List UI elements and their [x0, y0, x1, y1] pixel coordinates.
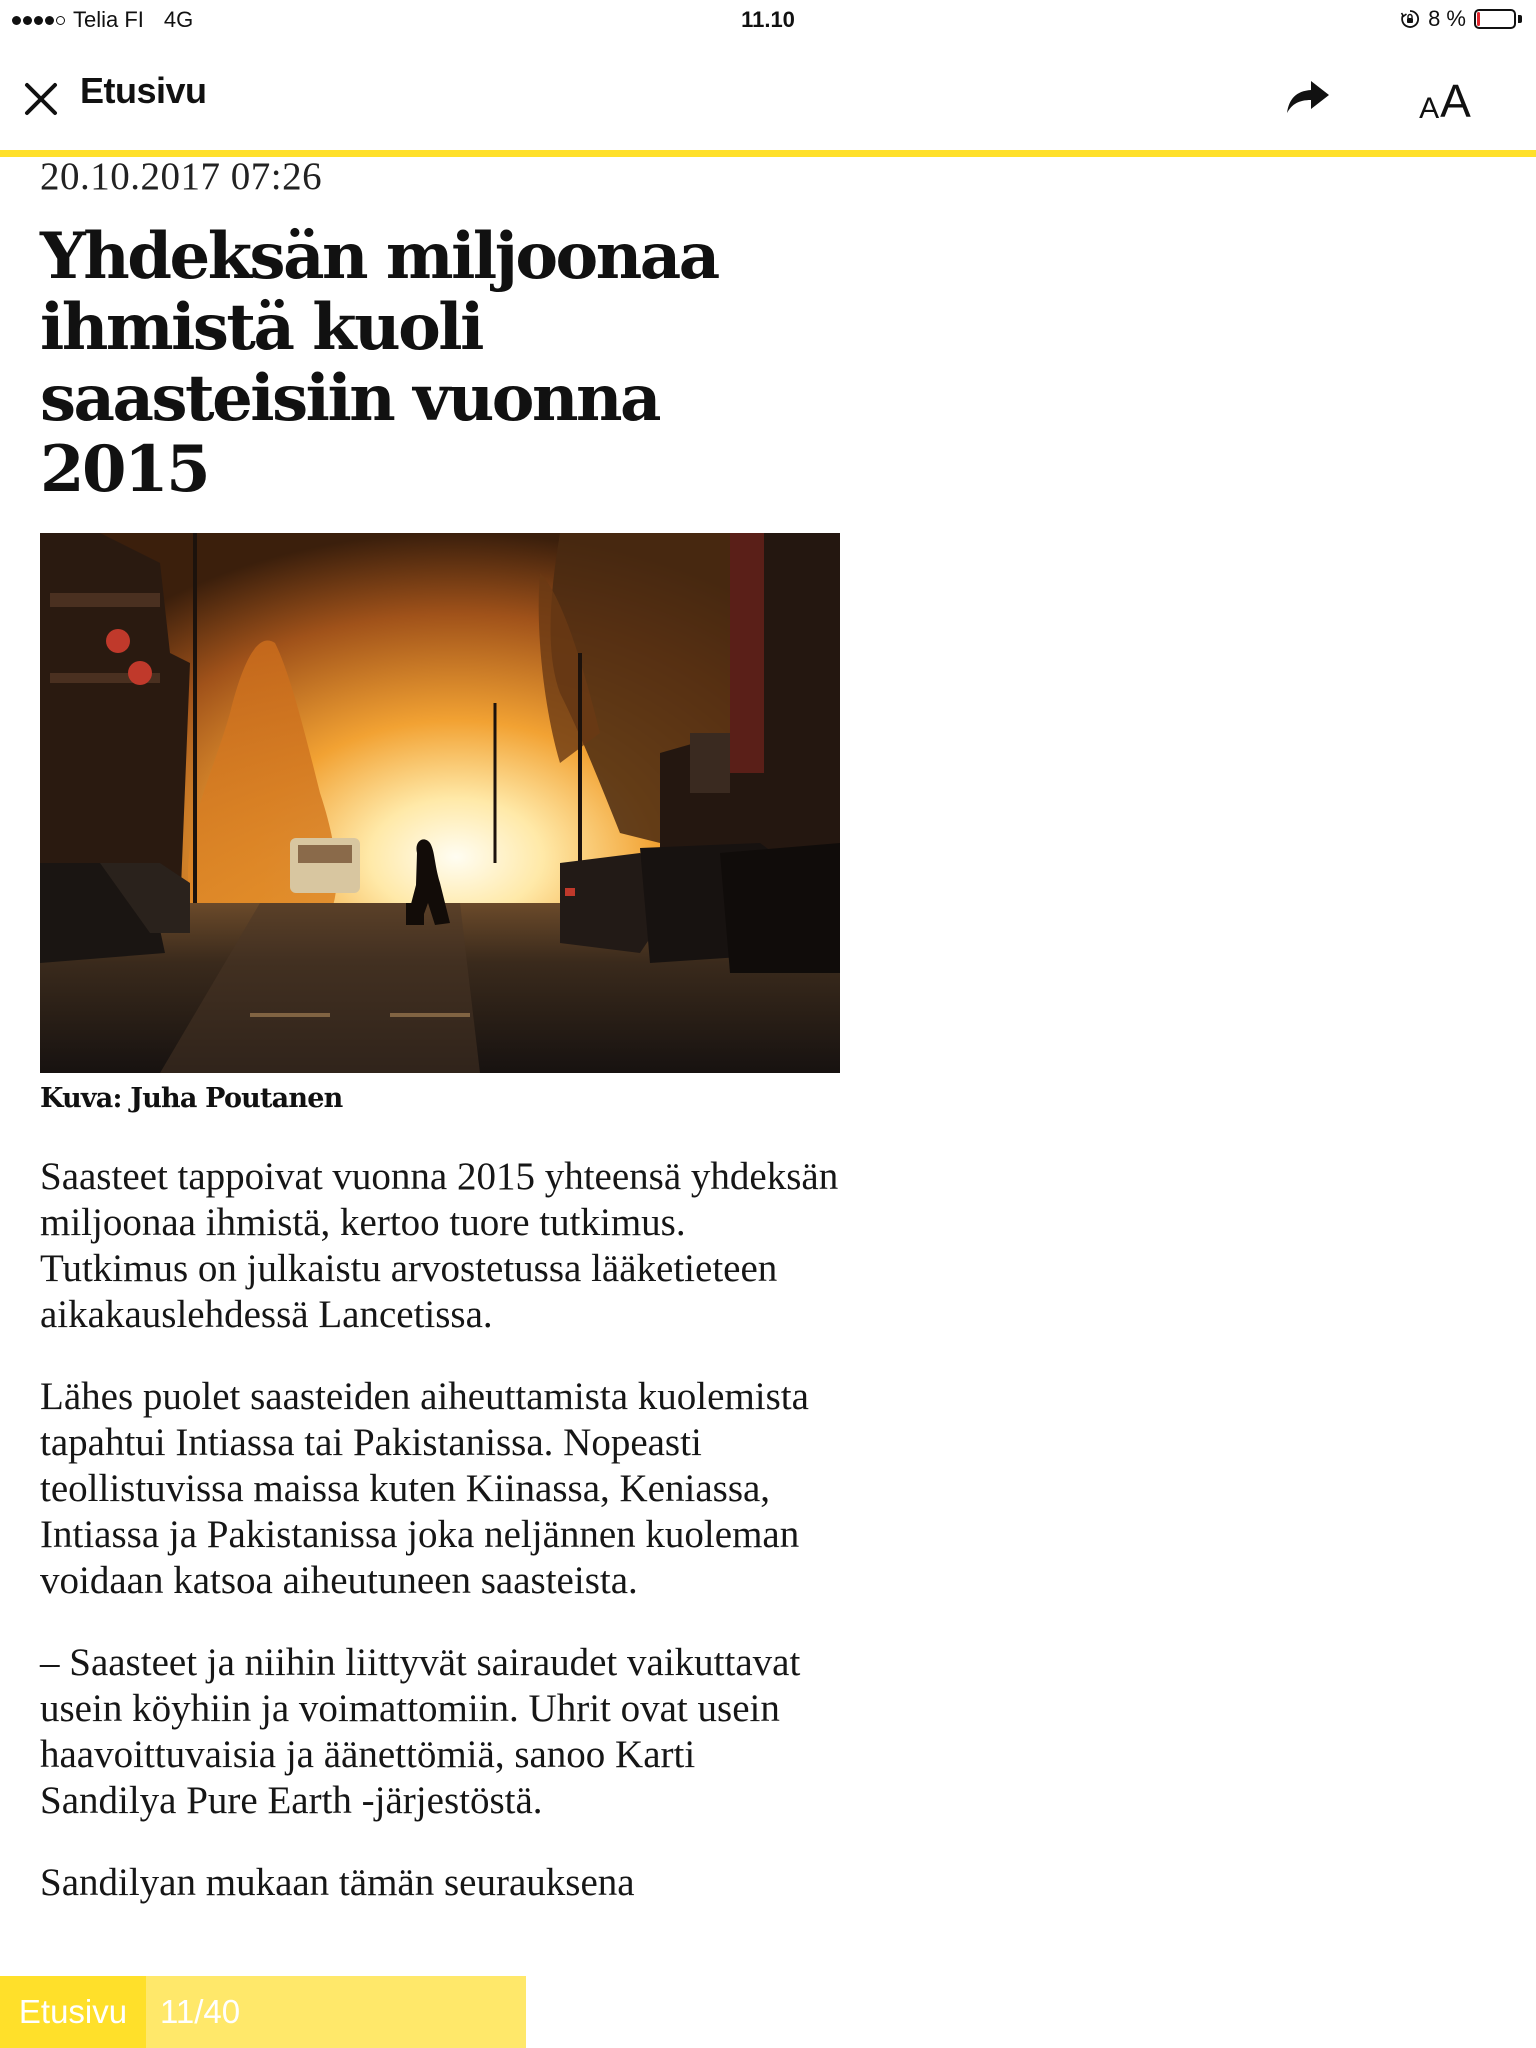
- top-navigation-bar: [0, 40, 1536, 157]
- back-to-frontpage-link[interactable]: Etusivu: [80, 70, 207, 111]
- status-bar: [0, 0, 1536, 40]
- page-counter: 11/40: [160, 1993, 241, 2030]
- article-date: 20.10.2017 07:26: [40, 155, 323, 198]
- article-paragraph: Saasteet tappoivat vuonna 2015 yhteensä yhdeksän miljoonaa ihmistä, kertoo tuore tutkimus. Tutkimus on julkaistu arvostetussa lääketieteen aikakauslehdessä Lancetissa.: [40, 1155, 839, 1336]
- share-arrow-icon[interactable]: [1280, 72, 1336, 122]
- photo-caption: Kuva: Juha Poutanen: [40, 1083, 343, 1114]
- network-type: 4G: [163, 7, 194, 32]
- status-indicators: [1400, 6, 1522, 32]
- article: [40, 152, 840, 1906]
- battery-icon: [1474, 8, 1522, 30]
- carrier-name: Telia FI: [73, 7, 144, 32]
- rotation-lock-icon: [1400, 9, 1420, 29]
- page-navigator: [0, 1976, 526, 2048]
- battery-percent: 8 %: [1428, 6, 1466, 31]
- font-size-small-glyph: A: [1419, 92, 1440, 125]
- article-paragraph: Sandilyan mukaan tämän seurauksena: [40, 1861, 635, 1904]
- article-headline: Yhdeksän miljoonaa ihmistä kuoli saasteisiin vuonna 2015: [40, 219, 718, 507]
- clock: 11.10: [741, 7, 795, 32]
- article-photo: [40, 533, 840, 1073]
- article-body: [40, 1154, 840, 1906]
- article-paragraph: Lähes puolet saasteiden aiheuttamista kuolemista tapahtui Intiassa tai Pakistanissa. Nopeasti teollistuvissa maissa kuten Kiinassa, Keniassa, Intiassa ja Pakistanissa joka neljännen kuoleman voidaan katsoa aiheutuneen saasteista.: [40, 1375, 809, 1602]
- pager-home-button[interactable]: Etusivu: [0, 1976, 146, 2048]
- font-size-button[interactable]: [1410, 64, 1480, 127]
- close-icon[interactable]: [18, 76, 64, 122]
- font-size-big-glyph: A: [1440, 75, 1471, 127]
- article-paragraph: – Saasteet ja niihin liittyvät sairaudet vaikuttavat usein köyhiin ja voimattomiin. Uhrit ovat usein haavoittuvaisia ja äänettömiä, sanoo Karti Sandilya Pure Earth -järjestöstä.: [40, 1641, 801, 1822]
